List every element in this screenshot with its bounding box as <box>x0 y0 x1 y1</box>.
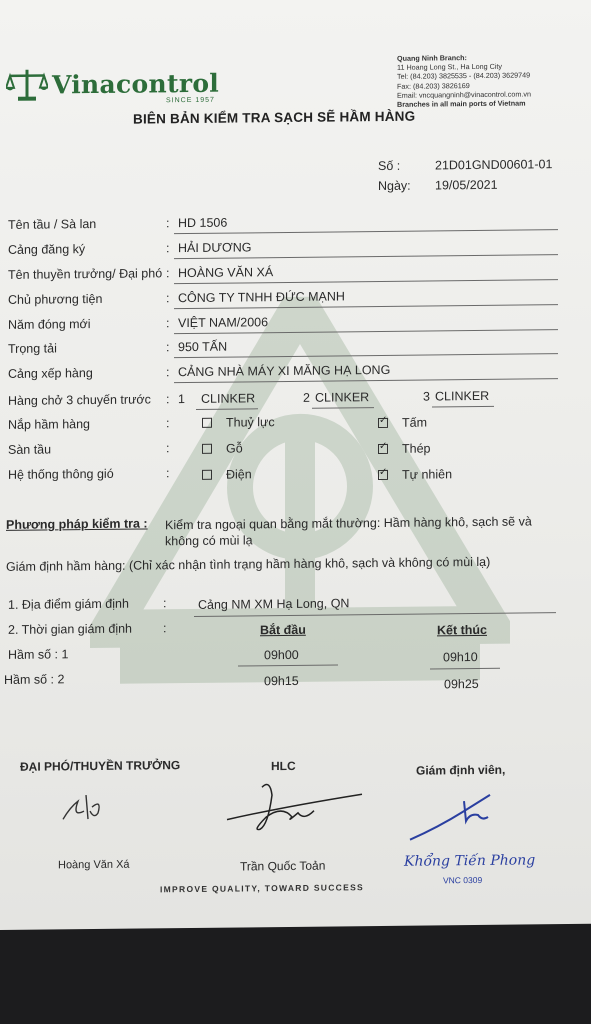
field-colon: : <box>166 466 170 481</box>
field-underline <box>174 229 558 234</box>
checkbox-checked[interactable] <box>378 444 388 454</box>
branch-info <box>397 52 531 109</box>
prev-cargo-label: Hàng chở 3 chuyến trước <box>8 392 151 408</box>
field-colon: : <box>166 266 170 281</box>
surveyor-code: VNC 0309 <box>443 874 483 886</box>
field-label-built: Năm đóng mới <box>8 317 91 332</box>
hold-1-start: 09h00 <box>264 647 299 663</box>
field-value-port: HẢI DƯƠNG <box>178 240 252 256</box>
survey-place-label: 1. Địa điểm giám định <box>8 596 129 612</box>
field-value-owner: CÔNG TY TNHH ĐỨC MẠNH <box>178 289 345 306</box>
field-value-built: VIỆT NAM/2006 <box>178 315 269 331</box>
surveyor-name: Khổng Tiến Phong <box>404 852 536 870</box>
prev-cargo-num-2: 2 <box>303 390 310 405</box>
checkbox-unchecked[interactable] <box>202 418 212 428</box>
field-value-vessel: HD 1506 <box>178 215 228 231</box>
field-label-loading-port: Cảng xếp hàng <box>8 366 93 381</box>
hold-2-start: 09h15 <box>264 673 299 689</box>
company-logo <box>6 66 220 105</box>
surveyor-title: Giám định viên, <box>416 762 506 778</box>
prev-cargo-num-3: 3 <box>423 389 430 404</box>
check-option-electric: Điện <box>202 467 252 482</box>
end-header: Kết thúc <box>437 622 487 638</box>
prev-cargo-value-2: CLINKER <box>315 390 370 405</box>
method-text-line2: không có mùi lạ <box>165 533 253 549</box>
field-value-captain: HOÀNG VĂN XÁ <box>178 265 274 281</box>
field-label-port: Cảng đăng ký <box>8 242 86 257</box>
ngay-label: Ngày: <box>378 178 411 194</box>
checkbox-checked[interactable] <box>378 418 388 428</box>
check-option-hydraulic: Thuỷ lực <box>202 415 275 430</box>
logo-text: Vinacontrol <box>52 68 220 99</box>
hlc-signature-icon <box>222 776 372 838</box>
field-colon: : <box>166 441 170 456</box>
check-label-hatch: Nắp hầm hàng <box>8 417 91 432</box>
check-label-ventilation: Hệ thống thông gió <box>8 466 114 482</box>
so-label: Số : <box>378 158 401 174</box>
checkbox-checked[interactable] <box>378 470 388 480</box>
hold-1-label: Hầm số : 1 <box>8 647 69 662</box>
checkbox-unchecked[interactable] <box>202 444 212 454</box>
field-underline <box>174 254 558 259</box>
hlc-title: HLC <box>271 758 296 774</box>
so-value: 21D01GND00601-01 <box>435 157 553 173</box>
method-label: Phương pháp kiểm tra : <box>6 516 148 532</box>
field-value-dwt: 950 TẤN <box>178 339 228 355</box>
survey-place-value: Cảng NM XM Hạ Long, QN <box>198 596 350 612</box>
branch-tel: Tel: (84.203) 3825535 - (84.203) 3629749 <box>397 70 531 82</box>
start-header: Bắt đầu <box>260 622 306 638</box>
field-underline <box>174 279 558 284</box>
field-label-dwt: Trọng tải <box>8 341 57 356</box>
branch-email: Email: vncquangninh@vinacontrol.com.vn <box>397 89 531 100</box>
prev-cargo-value-3: CLINKER <box>435 388 490 404</box>
field-colon: : <box>163 596 167 611</box>
survey-time-label: 2. Thời gian giám định <box>8 621 133 637</box>
check-option-natural: ✓ Tự nhiên <box>378 467 452 482</box>
captain-name: Hoàng Văn Xá <box>58 858 130 872</box>
field-colon: : <box>166 241 170 256</box>
branch-title: Quang Ninh Branch: <box>397 53 467 63</box>
vinacontrol-scale-icon <box>6 67 48 101</box>
footer-slogan: IMPROVE QUALITY, TOWARD SUCCESS <box>160 882 365 895</box>
method-text-line1: Kiểm tra ngoại quan bằng mắt thường: Hầm hàng khô, sạch sẽ và <box>165 514 532 533</box>
prev-cargo-value-1: CLINKER <box>201 391 256 406</box>
field-colon: : <box>166 316 170 331</box>
hold-1-end: 09h10 <box>443 649 478 665</box>
field-label-captain: Tên thuyền trưởng/ Đại phó <box>8 266 163 282</box>
field-value-loading-port: CẢNG NHÀ MÁY XI MĂNG HẠ LONG <box>178 362 391 380</box>
field-colon: : <box>166 216 170 231</box>
branch-address: 11 Hoang Long St., Ha Long City <box>397 61 502 73</box>
ngay-value: 19/05/2021 <box>435 177 498 193</box>
branch-network: Branches in all main ports of Vietnam <box>397 98 526 109</box>
field-colon: : <box>166 365 170 380</box>
survey-note: Giám định hầm hàng: (Chỉ xác nhận tình trạng hầm hàng khô, sạch và không có mùi lạ) <box>6 554 491 574</box>
field-colon: : <box>166 392 170 407</box>
checkbox-unchecked[interactable] <box>202 470 212 480</box>
hold-2-label: Hầm số : 2 <box>4 672 65 687</box>
branch-fax: Fax: (84.203) 3826169 <box>397 80 470 91</box>
prev-cargo-num-1: 1 <box>178 392 185 407</box>
check-option-plate: ✓ Tấm <box>378 416 427 431</box>
field-colon: : <box>166 340 170 355</box>
check-option-wood: Gỗ <box>202 441 243 455</box>
field-label-vessel: Tên tầu / Sà lan <box>8 216 97 232</box>
field-colon: : <box>163 621 167 636</box>
field-colon: : <box>166 416 170 431</box>
hold-2-end: 09h25 <box>444 676 479 692</box>
field-colon: : <box>166 291 170 306</box>
surveyor-signature-icon <box>408 791 498 842</box>
field-label-owner: Chủ phương tiện <box>8 291 103 307</box>
captain-signature-icon <box>58 789 118 830</box>
check-option-steel: ✓ Thép <box>378 441 431 456</box>
document-title: BIÊN BẢN KIỂM TRA SẠCH SẼ HẦM HÀNG <box>133 108 416 127</box>
check-label-floor: Sàn tầu <box>8 442 52 457</box>
captain-title: ĐẠI PHÓ/THUYỀN TRƯỞNG <box>20 758 181 774</box>
hlc-name: Trần Quốc Toản <box>240 858 326 874</box>
logo-since: SINCE 1957 <box>166 96 215 105</box>
